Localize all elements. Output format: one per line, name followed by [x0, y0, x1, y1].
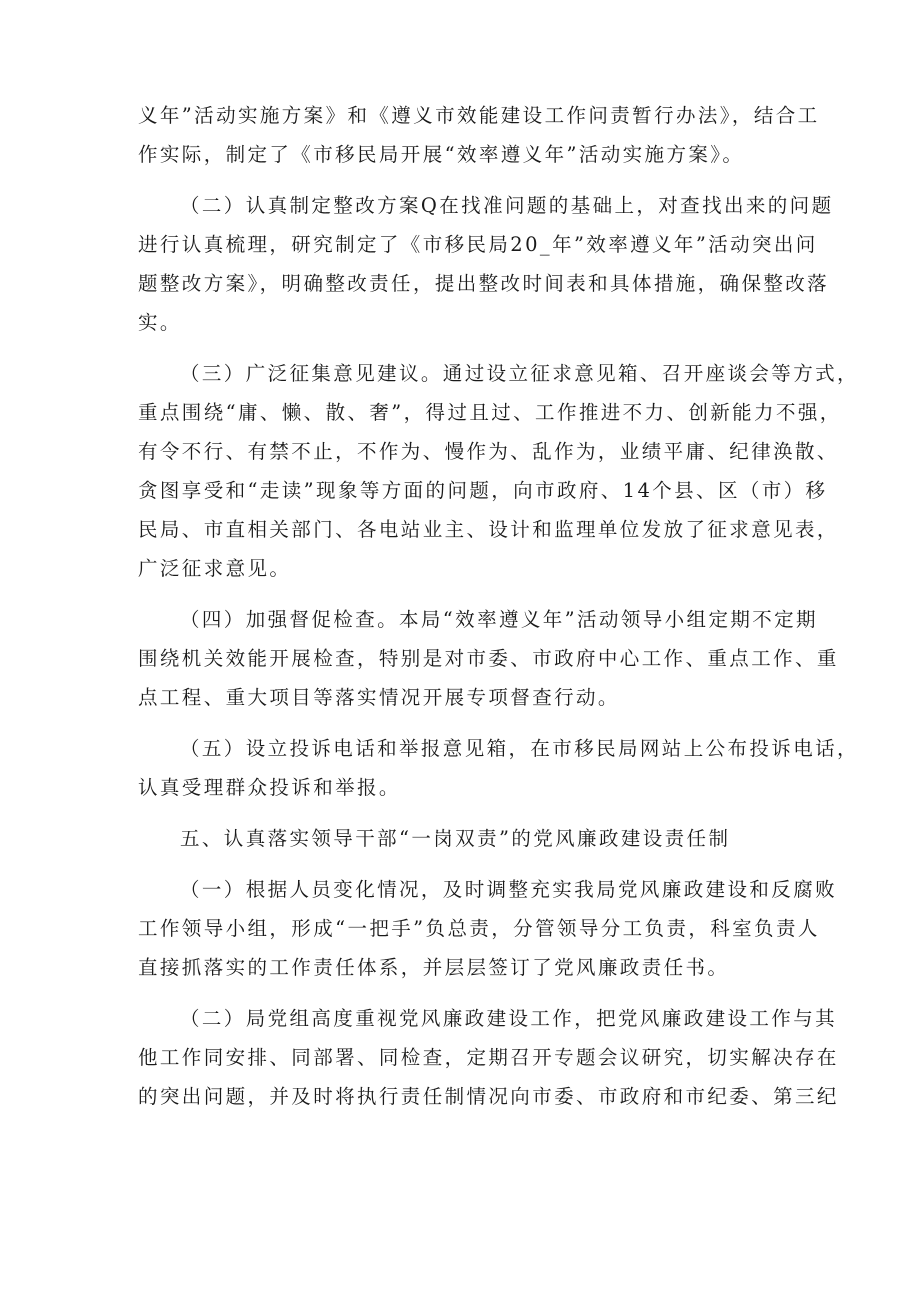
text-line: 认真受理群众投诉和举报。	[138, 776, 401, 799]
text-line: 义年”活动实施方案》和《遵义市效能建设工作问责暂行办法》，结合工	[138, 104, 820, 127]
paragraph-party-group	[138, 999, 839, 1116]
text-line: 点工程、重大项目等落实情况开展专项督查行动。	[138, 686, 620, 709]
text-line: 进行认真梳理，研究制定了《市移民局20_年”效率遵义年”活动突出问	[138, 233, 818, 256]
document-body	[138, 96, 859, 1128]
paragraph-complaint-hotline	[138, 729, 859, 807]
text-line: （二）认真制定整改方案Q在找准问题的基础上，对查找出来的问题	[180, 194, 834, 217]
text-line: （四）加强督促检查。本局“效率遵义年”活动领导小组定期不定期	[180, 608, 818, 631]
text-line: 直接抓落实的工作责任体系，并层层签订了党风廉政责任书。	[138, 956, 730, 979]
text-line: （一）根据人员变化情况，及时调整充实我局党风廉政建设和反腐败	[180, 878, 838, 901]
text-line: （五）设立投诉电话和举报意见箱，在市移民局网站上公布投诉电话，	[180, 737, 859, 760]
text-line: 有令不行、有禁不止，不作为、慢作为、乱作为，业绩平庸、纪律涣散、	[138, 440, 839, 463]
text-line: （二）局党组高度重视党风廉政建设工作，把党风廉政建设工作与其	[180, 1007, 838, 1030]
text-line: 重点围绕“庸、懒、散、奢”，得过且过、工作推进不力、创新能力不强，	[138, 401, 842, 424]
paragraph-collect-opinions	[138, 354, 859, 588]
text-line: 作实际，制定了《市移民局开展“效率遵义年”活动实施方案》。	[138, 143, 745, 166]
text-line: 广泛征求意见。	[138, 557, 292, 580]
text-line: （三）广泛征集意见建议。通过设立征求意见箱、召开座谈会等方式，	[180, 362, 859, 385]
text-line: 民局、市直相关部门、各电站业主、设计和监理单位发放了征求意见表，	[138, 518, 839, 541]
text-line: 贪图享受和“走读”现象等方面的问题，向市政府、14个县、区（市）移	[138, 479, 828, 502]
paragraph-leadership-group	[138, 870, 838, 987]
text-line: 的突出问题，并及时将执行责任制情况向市委、市政府和市纪委、第三纪	[138, 1085, 839, 1108]
section-heading: 五、认真落实领导干部“一岗双责”的党风廉政建设责任制	[180, 827, 731, 850]
paragraph-rectification-plan	[138, 186, 834, 342]
paragraph-supervision	[138, 600, 839, 717]
text-line: 他工作同安排、同部署、同检查，定期召开专题会议研究，切实解决存在	[138, 1046, 839, 1069]
text-line: 围绕机关效能开展检查，特别是对市委、市政府中心工作、重点工作、重	[138, 647, 839, 670]
text-line: 实。	[138, 311, 182, 334]
text-line: 工作领导小组，形成“一把手”负总责，分管领导分工负责，科室负责人	[138, 917, 820, 940]
text-line: 题整改方案》，明确整改责任，提出整改时间表和具体措施，确保整改落	[138, 272, 830, 295]
paragraph-continuation	[138, 96, 820, 174]
